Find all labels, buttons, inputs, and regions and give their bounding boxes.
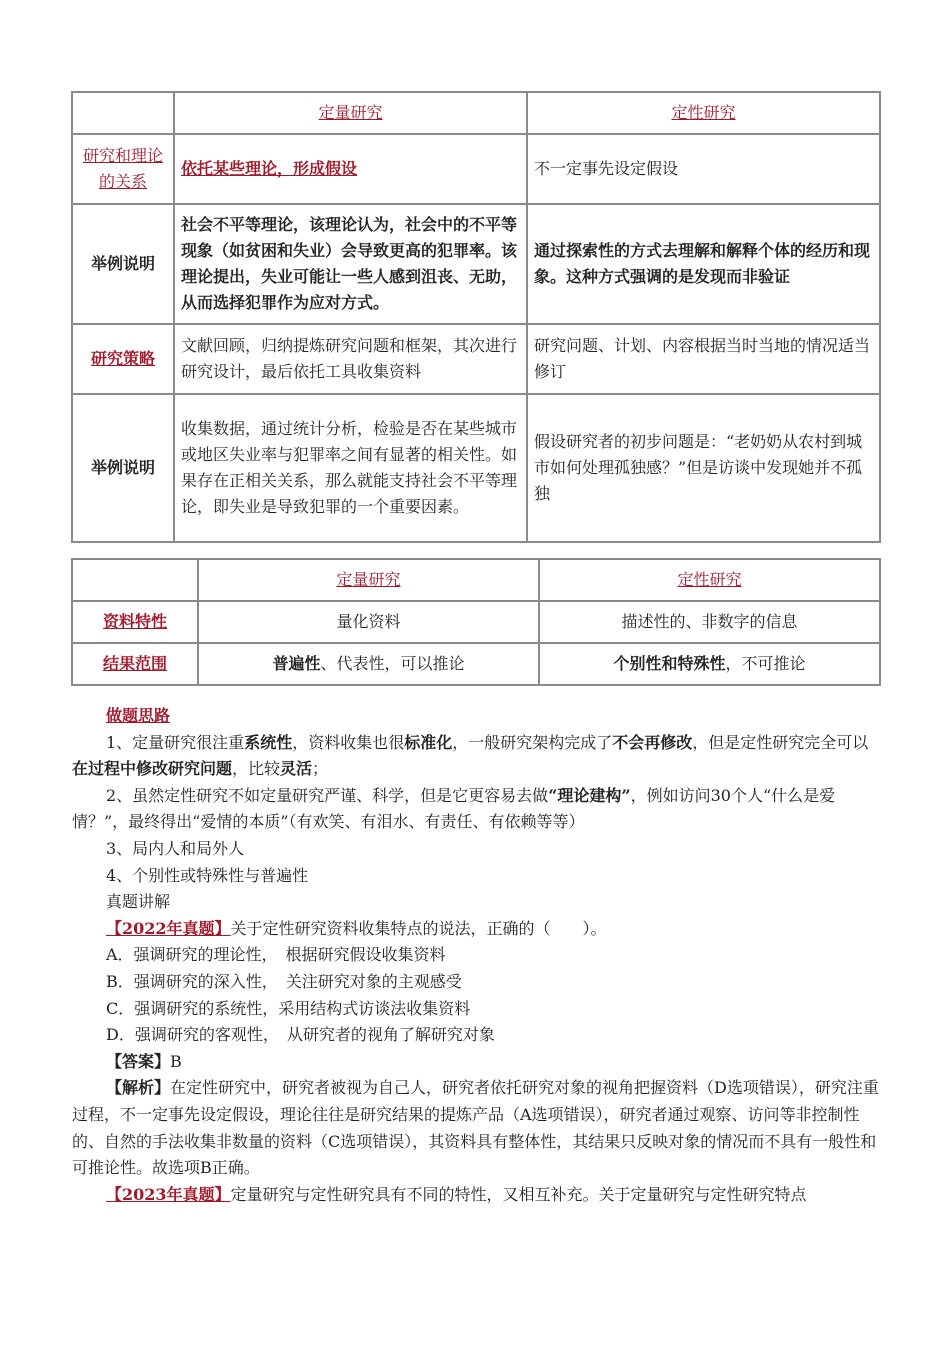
option-c: C．强调研究的系统性，采用结构式访谈法收集资料 <box>106 998 471 1018</box>
cell-qual-example-2: 假设研究者的初步问题是：“老奶奶从农村到城市如何处理孤独感？”但是访谈中发现她并不孤独 <box>527 394 880 542</box>
tips-heading[interactable]: 做题思路 <box>106 706 171 725</box>
row-label-data-nature[interactable]: 资料特性 <box>102 612 167 631</box>
tip-2: 2、虽然定性研究不如定量研究严谨、科学，但是它更容易去做“理论建构”，例如访问30个人“什么是爱情？”，最终得出“爱情的本质”（有欢笑、有泪水、有责任、有依赖等等） <box>72 785 836 832</box>
tip-4: 4、个别性或特殊性与普遍性 <box>106 865 309 885</box>
row-label-theory-relation[interactable]: 研究和理论的关系 <box>82 146 163 191</box>
analysis: 【解析】在定性研究中，研究者被视为自己人，研究者依托研究对象的视角把握资料（D选项错误），研究注重过程，不一定事先设定假设，理论往往是研究结果的提炼产品（A选项错误），研究者通过观察、访问等非控制性的、自然的手法收集非数量的资料（C选项错误），其资料具有整体性，其结果只反映对象的情况而不具有一般性和可推论性。故选项B正确。 <box>72 1078 879 1178</box>
cell-qual-theory: 不一定事先设定假设 <box>527 134 880 204</box>
table1-corner <box>72 92 174 134</box>
cell-quant-example-1: 社会不平等理论，该理论认为，社会中的不平等现象（如贫困和失业）会导致更高的犯罪率。该理论提出，失业可能让一些人感到沮丧、无助，从而选择犯罪作为应对方式。 <box>174 204 527 324</box>
option-d: D．强调研究的客观性， 从研究者的视角了解研究对象 <box>106 1025 495 1045</box>
cell-qual-result-scope: 个别性和特殊性，不可推论 <box>539 643 880 685</box>
comparison-table-1 <box>71 91 881 543</box>
cell-quant-strategy: 文献回顾，归纳提炼研究问题和框架，其次进行研究设计，最后依托工具收集资料 <box>174 324 527 394</box>
question-2022-tag[interactable]: 【2022年真题】 <box>106 918 231 938</box>
tip-3: 3、局内人和局外人 <box>106 838 245 858</box>
row-label-result-scope[interactable]: 结果范围 <box>102 654 167 673</box>
question-2023-tag[interactable]: 【2023年真题】 <box>106 1184 231 1204</box>
cell-quant-theory[interactable]: 依托某些理论，形成假设 <box>181 159 358 178</box>
cell-quant-result-scope: 普遍性、代表性，可以推论 <box>198 643 539 685</box>
cell-qual-data-nature: 描述性的、非数字的信息 <box>539 601 880 643</box>
row-label-example-2: 举例说明 <box>72 394 174 542</box>
row-label-strategy[interactable]: 研究策略 <box>90 349 155 368</box>
option-a: A．强调研究的理论性， 根据研究假设收集资料 <box>106 945 446 965</box>
table2-header-qual[interactable]: 定性研究 <box>677 570 742 589</box>
section-heading: 真题讲解 <box>106 892 171 912</box>
cell-quant-example-2: 收集数据，通过统计分析，检验是否在某些城市或地区失业率与犯罪率之间有显著的相关性。如果存在正相关关系，那么就能支持社会不平等理论，即失业是导致犯罪的一个重要因素。 <box>174 394 527 542</box>
answer: 【答案】B <box>106 1051 182 1071</box>
tip-1: 1、定量研究很注重系统性，资料收集也很标准化，一般研究架构完成了不会再修改，但是定性研究完全可以在过程中修改研究问题，比较灵活； <box>72 732 869 779</box>
table2-header-quant[interactable]: 定量研究 <box>336 570 401 589</box>
question-2022: 【2022年真题】关于定性研究资料收集特点的说法，正确的（ ）。 <box>106 918 607 938</box>
option-b: B．强调研究的深入性， 关注研究对象的主观感受 <box>106 971 462 991</box>
row-label-example-1: 举例说明 <box>72 204 174 324</box>
table1-header-qual[interactable]: 定性研究 <box>671 103 736 122</box>
table1-header-quant[interactable]: 定量研究 <box>318 103 383 122</box>
cell-quant-data-nature: 量化资料 <box>198 601 539 643</box>
question-2023: 【2023年真题】定量研究与定性研究具有不同的特性，又相互补充。关于定量研究与定性研究特点 <box>106 1184 807 1204</box>
table2-corner <box>72 559 198 601</box>
cell-qual-strategy: 研究问题、计划、内容根据当时当地的情况适当修订 <box>527 324 880 394</box>
body-text <box>72 703 880 1208</box>
comparison-table-2 <box>71 558 881 686</box>
cell-qual-example-1: 通过探索性的方式去理解和解释个体的经历和现象。这种方式强调的是发现而非验证 <box>527 204 880 324</box>
